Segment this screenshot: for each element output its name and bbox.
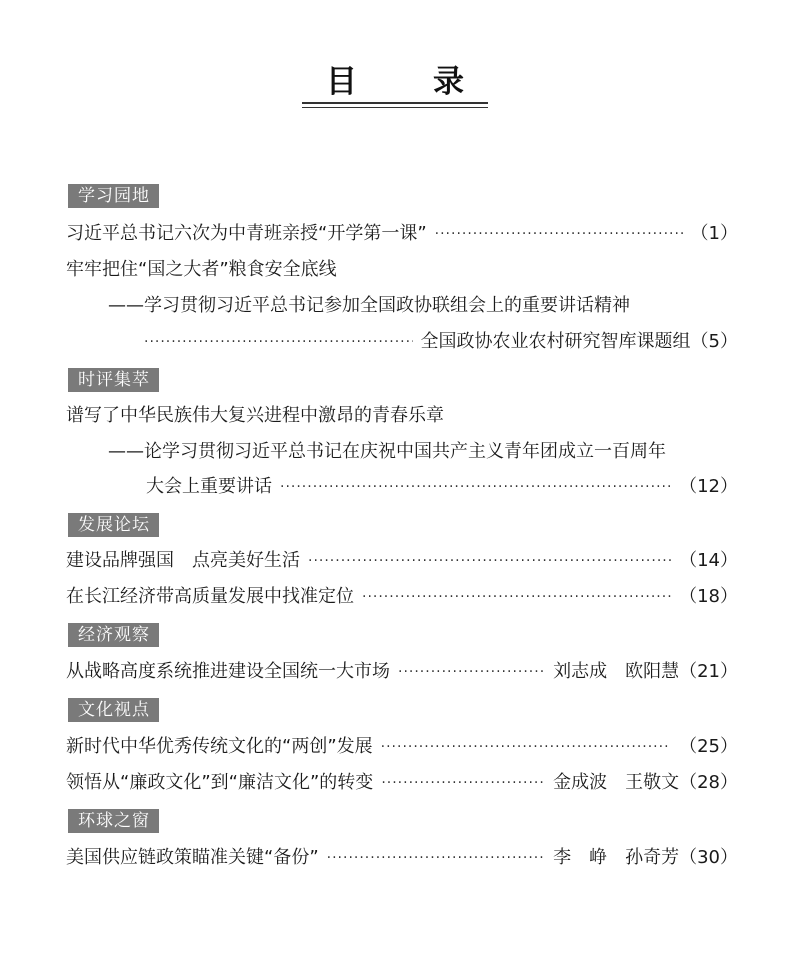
toc-entry[interactable] xyxy=(66,845,738,871)
entry-title: 领悟从“廉政文化”到“廉洁文化”的转变 xyxy=(66,772,374,793)
entry-subtitle: ——学习贯彻习近平总书记参加全国政协联组会上的重要讲话精神 xyxy=(108,295,630,316)
entry-author: 金成波 王敬文 xyxy=(553,772,680,793)
section-heading-global: 环球之窗 xyxy=(68,809,159,833)
entry-page: （21） xyxy=(679,661,738,682)
toc-entry-author-line[interactable] xyxy=(144,329,738,355)
title-char-1: 目 xyxy=(326,64,357,100)
toc-entry-subtitle[interactable] xyxy=(108,293,738,319)
title-underline-thin xyxy=(302,107,488,108)
section-heading-study: 学习园地 xyxy=(68,184,159,208)
entry-title: 在长江经济带高质量发展中找准定位 xyxy=(66,586,354,607)
section-heading-culture: 文化视点 xyxy=(68,698,159,722)
toc-entry[interactable] xyxy=(66,403,738,429)
title-char-2: 录 xyxy=(433,64,464,100)
entry-author: 刘志成 欧阳慧 xyxy=(553,661,680,682)
entry-title: 牢牢把住“国之大者”粮食安全底线 xyxy=(66,259,337,280)
entry-page: （18） xyxy=(679,586,738,607)
section-heading-commentary: 时评集萃 xyxy=(68,368,159,392)
toc-entry[interactable] xyxy=(66,257,738,283)
page-title xyxy=(302,62,488,102)
leader-dots xyxy=(362,584,671,610)
toc-entry-subtitle[interactable] xyxy=(108,439,738,465)
entry-page: （5） xyxy=(690,331,738,352)
toc-entry[interactable] xyxy=(66,770,738,796)
entry-subtitle: ——论学习贯彻习近平总书记在庆祝中国共产主义青年团成立一百周年 xyxy=(108,441,666,462)
leader-dots xyxy=(327,845,545,871)
leader-dots xyxy=(398,659,545,685)
entry-subtitle-cont: 大会上重要讲话 xyxy=(146,476,272,497)
toc-entry[interactable] xyxy=(66,734,738,760)
entry-page: （28） xyxy=(679,772,738,793)
entry-title: 从战略高度系统推进建设全国统一大市场 xyxy=(66,661,390,682)
entry-page: （25） xyxy=(679,736,738,757)
entry-title: 建设品牌强国 点亮美好生活 xyxy=(66,550,300,571)
toc-entry[interactable] xyxy=(66,548,738,574)
leader-dots xyxy=(308,548,671,574)
entry-title: 美国供应链政策瞄准关键“备份” xyxy=(66,847,319,868)
section-heading-economy: 经济观察 xyxy=(68,623,159,647)
entry-page: （30） xyxy=(679,847,738,868)
entry-title: 谱写了中华民族伟大复兴进程中激昂的青春乐章 xyxy=(66,405,444,426)
entry-author: 李 峥 孙奇芳 xyxy=(553,847,680,868)
title-underline-thick xyxy=(302,102,488,104)
entry-author: 全国政协农业农村研究智库课题组 xyxy=(420,331,691,352)
section-heading-forum: 发展论坛 xyxy=(68,513,159,537)
leader-dots xyxy=(144,329,413,355)
entry-title: 新时代中华优秀传统文化的“两创”发展 xyxy=(66,736,373,757)
entry-page: （12） xyxy=(679,476,738,497)
leader-dots xyxy=(381,770,545,796)
toc-entry[interactable] xyxy=(66,659,738,685)
entry-page: （1） xyxy=(690,223,738,244)
toc-entry[interactable] xyxy=(66,221,738,247)
toc-title-block xyxy=(302,62,488,108)
leader-dots xyxy=(280,474,671,500)
toc-entry-continuation[interactable] xyxy=(146,474,738,500)
entry-page: （14） xyxy=(679,550,738,571)
leader-dots xyxy=(381,734,671,760)
leader-dots xyxy=(435,221,683,247)
toc-entry[interactable] xyxy=(66,584,738,610)
entry-title: 习近平总书记六次为中青班亲授“开学第一课” xyxy=(66,223,427,244)
